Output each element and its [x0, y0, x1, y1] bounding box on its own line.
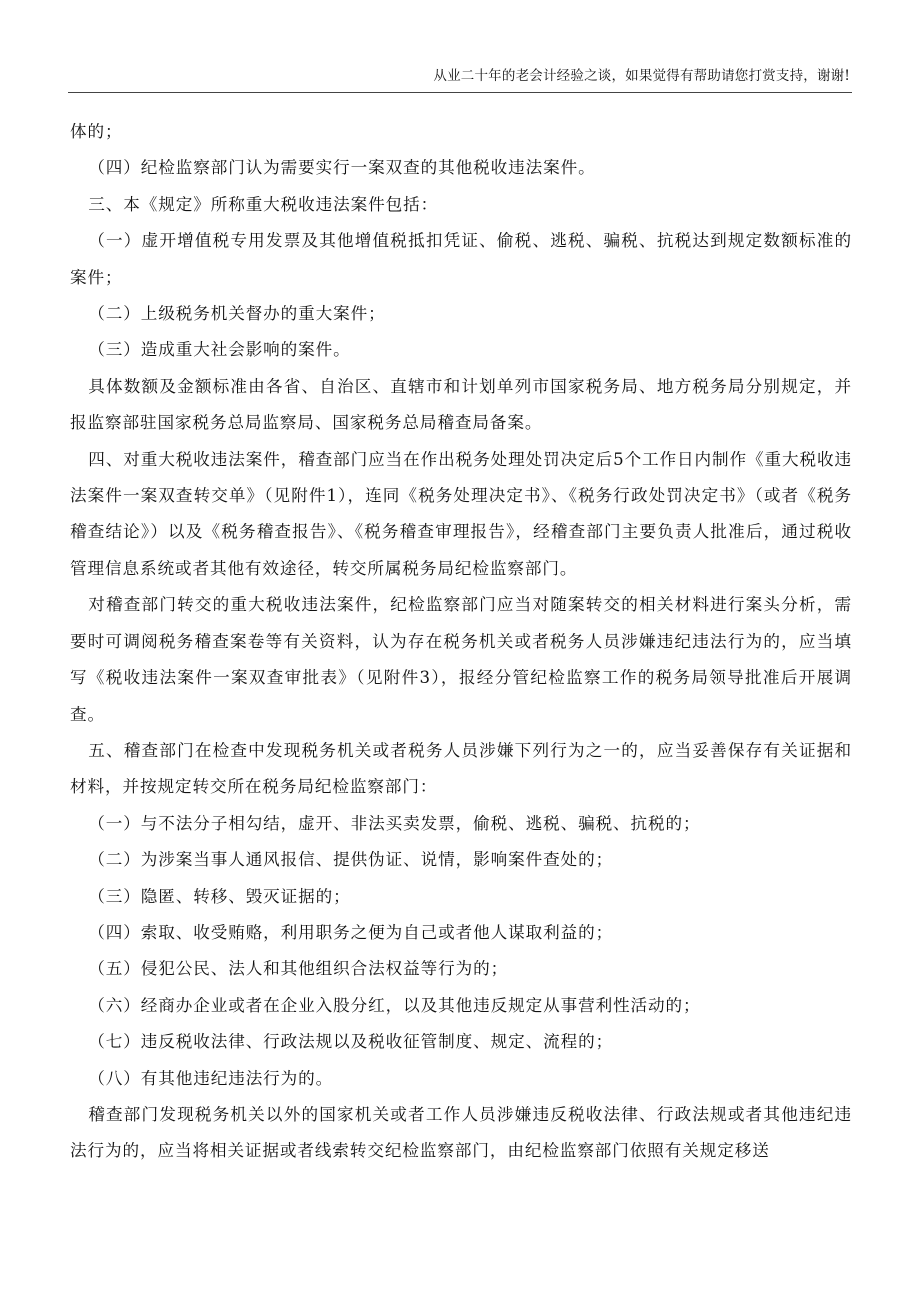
paragraph: （四）纪检监察部门认为需要实行一案双查的其他税收违法案件。: [88, 158, 596, 178]
paragraph: 具体数额及金额标准由各省、自治区、直辖市和计划单列市国家税务局、地方税务局分别规定，并报监察部驻国家税务总局监察局、国家税务总局稽查局备案。: [70, 376, 852, 433]
paragraph: （八）有其他违纪违法行为的。: [88, 1068, 334, 1088]
paragraph: （三）隐匿、转移、毁灭证据的；: [88, 886, 351, 906]
paragraph: （五）侵犯公民、法人和其他组织合法权益等行为的；: [88, 959, 509, 979]
paragraph: （二）上级税务机关督办的重大案件；: [88, 304, 386, 324]
header-divider: [68, 92, 852, 93]
paragraph: （三）造成重大社会影响的案件。: [88, 340, 351, 360]
paragraph: （六）经商办企业或者在企业入股分红，以及其他违反规定从事营利性活动的；: [88, 995, 701, 1015]
paragraph: （一）与不法分子相勾结，虚开、非法买卖发票，偷税、逃税、骗税、抗税的；: [88, 813, 701, 833]
paragraph: 三、本《规定》所称重大税收违法案件包括：: [88, 194, 439, 214]
header-note: 从业二十年的老会计经验之谈，如果觉得有帮助请您打赏支持，谢谢!: [433, 68, 850, 84]
paragraph: （二）为涉案当事人通风报信、提供伪证、说情，影响案件查处的；: [88, 850, 614, 870]
document-body: [70, 114, 852, 1170]
paragraph: 对稽查部门转交的重大税收违法案件，纪检监察部门应当对随案转交的相关材料进行案头分析，需要时可调阅税务稽查案卷等有关资料，认为存在税务机关或者税务人员涉嫌违纪违法行为的，应当填写《税收违法案件一案双查审批表》（见附件3），报经分管纪检监察工作的税务局领导批准后开展调查。: [70, 595, 852, 724]
paragraph: 稽查部门发现税务机关以外的国家机关或者工作人员涉嫌违反税收法律、行政法规或者其他违纪违法行为的，应当将相关证据或者线索转交纪检监察部门，由纪检监察部门依照有关规定移送: [70, 1104, 852, 1161]
paragraph: 体的；: [70, 122, 123, 141]
paragraph: （七）违反税收法律、行政法规以及税收征管制度、规定、流程的；: [88, 1032, 614, 1052]
paragraph: 四、对重大税收违法案件，稽查部门应当在作出税务处理处罚决定后5个工作日内制作《重大税收违法案件一案双查转交单》（见附件1），连同《税务处理决定书》、《税务行政处罚决定书》（或者《税务稽查结论》）以及《税务稽查报告》、《税务稽查审理报告》，经稽查部门主要负责人批准后，通过税收管理信息系统或者其他有效途径，转交所属税务局纪检监察部门。: [70, 449, 852, 578]
paragraph: （一）虚开增值税专用发票及其他增值税抵扣凭证、偷税、逃税、骗税、抗税达到规定数额标准的案件；: [70, 231, 852, 287]
paragraph: 五、稽查部门在检查中发现税务机关或者税务人员涉嫌下列行为之一的，应当妥善保存有关证据和材料，并按规定转交所在税务局纪检监察部门：: [70, 740, 852, 797]
paragraph: （四）索取、收受贿赂，利用职务之便为自己或者他人谋取利益的；: [88, 922, 614, 942]
